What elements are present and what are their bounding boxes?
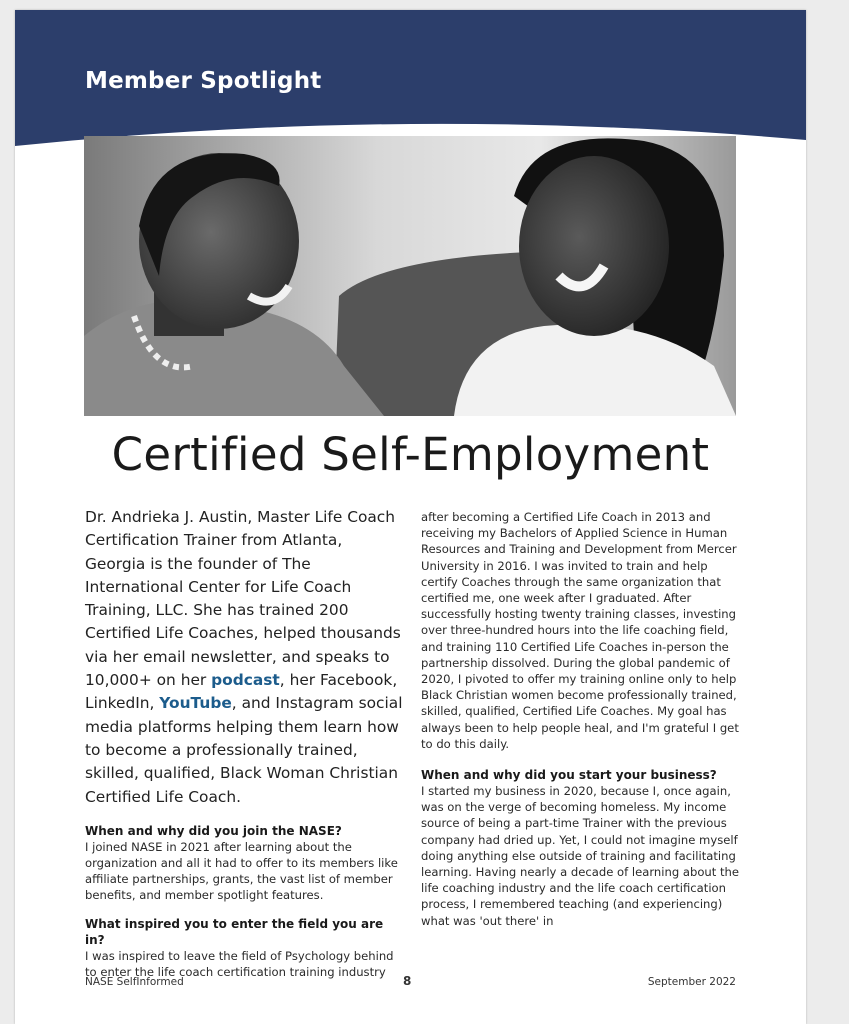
question-join-nase: When and why did you join the NASE?: [85, 823, 342, 838]
two-women-smiling-photo: [84, 136, 736, 416]
youtube-link[interactable]: YouTube: [159, 694, 232, 713]
article-headline: Certified Self-Employment: [111, 428, 710, 481]
intro-paragraph: [85, 506, 405, 809]
question-inspiration: What inspired you to enter the field you are in?: [85, 916, 384, 947]
footer-publication: NASE SelfInformed: [85, 976, 184, 988]
podcast-link[interactable]: podcast: [211, 671, 280, 690]
page-number: 8: [403, 974, 412, 988]
member-photo: [84, 136, 736, 416]
question-start-business: When and why did you start your business?: [421, 768, 717, 783]
right-column: [421, 509, 741, 929]
intro-text-3: , and Instagram social media platforms helping them learn how to become a professionally trained, skilled, qualified, Black Woman Christian Certified Life Coach.: [85, 694, 403, 806]
answer-start-business: I started my business in 2020, because I, once again, was on the verge of becoming homeless. My income source of being a part-time Trainer with the previous company had dried up. Yet, I could not imagine myself doing anything else outside of training and facilitating learning. Having nearly a decade of learning about the life coaching industry and the life coach certification process, I remembered teaching (and experiencing) what was 'out there' in: [421, 784, 740, 928]
answer-continuation: after becoming a Certified Life Coach in 2013 and receiving my Bachelors of Applied Science in Human Resources and Training and Development from Mercer University in 2016. I was invited to train and help certify Coaches through the same organization that certified me, one week after I graduated. After successfully hosting twenty training classes, investing over three-hundred hours into the life coaching field, and training 110 Certified Life Coaches in-person the partnership dissolved. During the global pandemic of 2020, I pivoted to offer my training online only to help Black Christian women become professionally trained, skilled, qualified, Certified Life Coaches. My goal has always been to help people heal, and I'm grateful I get to do this daily.: [421, 510, 739, 751]
left-column: [85, 506, 405, 980]
intro-text-2: , her Facebook, LinkedIn,: [85, 671, 398, 713]
answer-join-nase: I joined NASE in 2021 after learning about the organization and all it had to offer to its members like affiliate partnerships, grants, the vast list of member benefits, and member spotlight features.: [85, 839, 398, 903]
answer-inspiration: I was inspired to leave the field of Psychology behind to enter the life coach certification training industry: [85, 948, 394, 979]
section-title: Member Spotlight: [85, 68, 322, 94]
footer-date: September 2022: [647, 976, 736, 988]
magazine-page: [15, 10, 806, 1024]
intro-text-1: Dr. Andrieka J. Austin, Master Life Coach Certification Trainer from Atlanta, Georgia is the founder of The International Center for Life Coach Training, LLC. She has trained 200 Certified Life Coaches, helped thousands via her email newsletter, and speaks to 10,000+ on her: [85, 508, 401, 690]
